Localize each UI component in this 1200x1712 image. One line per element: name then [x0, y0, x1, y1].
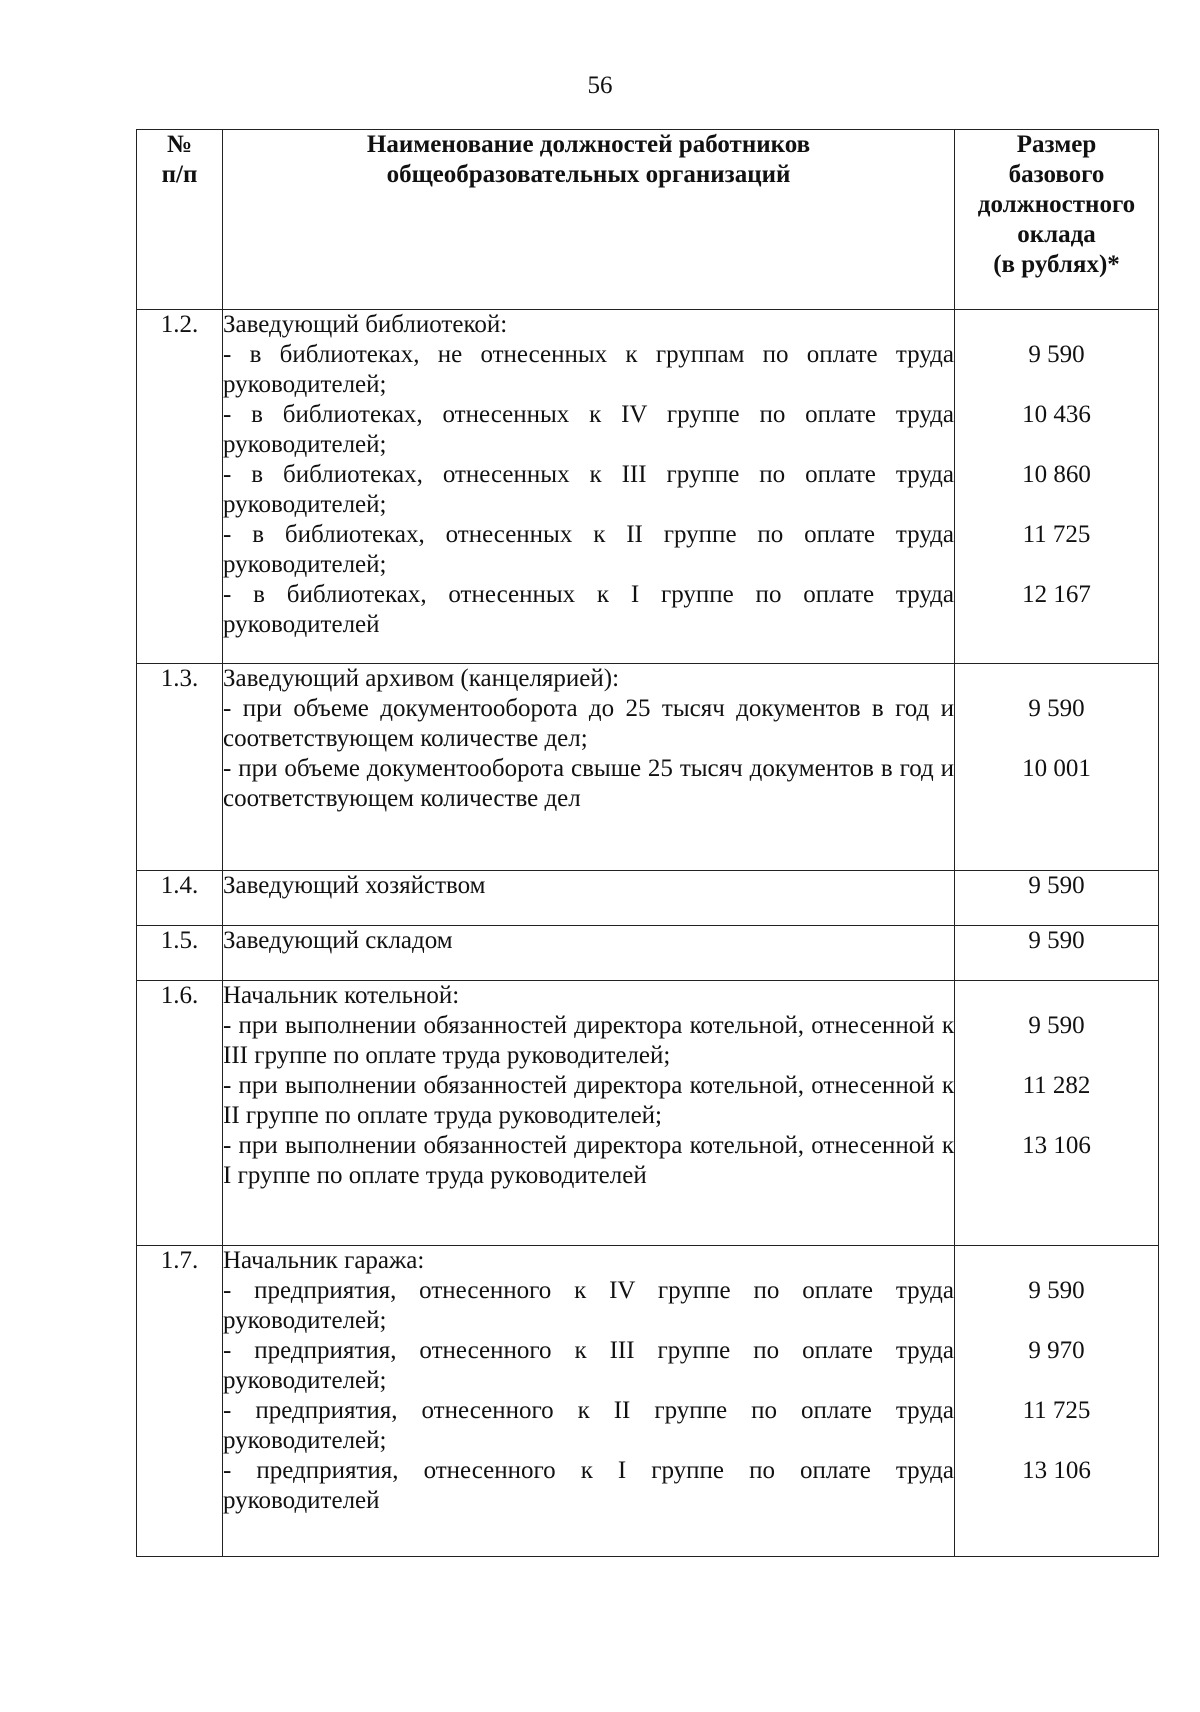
position-title: Заведующий складом [223, 927, 453, 954]
header-number-line: п/п [161, 161, 198, 188]
row-position [223, 310, 955, 664]
salary-value: 10 001 [1022, 755, 1091, 782]
position-condition: - предприятия, отнесенного к IV группе по оплате труда руководителей; [223, 1277, 954, 1334]
position-condition: - предприятия, отнесенного к III группе по оплате труда руководителей; [223, 1337, 954, 1394]
salary-value: 13 106 [1022, 1132, 1091, 1159]
row-number: 1.5. [137, 926, 223, 981]
table-header-row [137, 130, 1159, 310]
position-condition: - при объеме документооборота до 25 тысяч документов в год и соответствующем количестве дел; [223, 695, 954, 752]
salary-value: 10 860 [1022, 461, 1091, 488]
salary-value: 9 590 [1028, 1277, 1085, 1304]
header-salary-line: базового [1008, 161, 1105, 188]
salary-value: 9 970 [1028, 1337, 1085, 1364]
row-number: 1.4. [137, 871, 223, 926]
table-row [137, 926, 1159, 981]
page-number: 56 [587, 72, 613, 99]
salary-value: 9 590 [1028, 927, 1085, 954]
row-number: 1.2. [137, 310, 223, 664]
position-condition: - при объеме документооборота свыше 25 тысяч документов в год и соответствующем количестве дел [223, 755, 954, 812]
header-name-line: общеобразовательных организаций [386, 161, 791, 188]
salary-value: 11 725 [1022, 521, 1091, 548]
salary-value: 9 590 [1028, 695, 1085, 722]
row-number: 1.7. [137, 1246, 223, 1557]
header-salary-line: оклада [1017, 221, 1096, 248]
position-condition: - в библиотеках, отнесенных к IV группе по оплате труда руководителей; [223, 401, 954, 458]
salary-value: 9 590 [1028, 872, 1085, 899]
row-salary [955, 664, 1159, 871]
position-condition: - предприятия, отнесенного к I группе по оплате труда руководителей [223, 1457, 954, 1514]
row-position [223, 664, 955, 871]
salary-value: 13 106 [1022, 1457, 1091, 1484]
position-title: Заведующий архивом (канцелярией): [223, 665, 620, 692]
header-salary-line: Размер [1016, 131, 1097, 158]
header-salary [955, 130, 1159, 310]
row-position [223, 871, 955, 926]
position-condition: - при выполнении обязанностей директора котельной, отнесенной к I группе по оплате труда руководителей [223, 1132, 954, 1189]
header-number [137, 130, 223, 310]
position-title: Заведующий библиотекой: [223, 311, 508, 338]
table-row [137, 1246, 1159, 1557]
position-condition: - в библиотеках, не отнесенных к группам по оплате труда руководителей; [223, 341, 954, 398]
header-salary-line: должностного [977, 191, 1136, 218]
row-salary [955, 981, 1159, 1246]
position-condition: - в библиотеках, отнесенных к III группе по оплате труда руководителей; [223, 461, 954, 518]
row-salary [955, 926, 1159, 981]
table-row [137, 981, 1159, 1246]
salary-value: 9 590 [1028, 341, 1085, 368]
row-number: 1.3. [137, 664, 223, 871]
header-name-line: Наименование должностей работников [366, 131, 811, 158]
row-position [223, 1246, 955, 1557]
row-salary [955, 1246, 1159, 1557]
header-salary-line: (в рублях)* [993, 251, 1120, 278]
position-title: Заведующий хозяйством [223, 872, 486, 899]
position-condition: - в библиотеках, отнесенных к II группе по оплате труда руководителей; [223, 521, 954, 578]
salary-table [136, 129, 1159, 1557]
position-condition: - при выполнении обязанностей директора котельной, отнесенной к II группе по оплате труда руководителей; [223, 1072, 954, 1129]
row-position [223, 981, 955, 1246]
salary-value: 12 167 [1022, 581, 1091, 608]
row-salary [955, 310, 1159, 664]
salary-value: 10 436 [1022, 401, 1091, 428]
row-number: 1.6. [137, 981, 223, 1246]
position-condition: - предприятия, отнесенного к II группе по оплате труда руководителей; [223, 1397, 954, 1454]
header-number-line: № [166, 131, 193, 158]
salary-value: 11 282 [1022, 1072, 1091, 1099]
position-condition: - в библиотеках, отнесенных к I группе по оплате труда руководителей [223, 581, 954, 638]
salary-value: 9 590 [1028, 1012, 1085, 1039]
position-condition: - при выполнении обязанностей директора котельной, отнесенной к III группе по оплате труда руководителей; [223, 1012, 954, 1069]
table-row [137, 871, 1159, 926]
row-salary [955, 871, 1159, 926]
salary-value: 11 725 [1022, 1397, 1091, 1424]
row-position [223, 926, 955, 981]
position-title: Начальник котельной: [223, 982, 460, 1009]
table-row [137, 664, 1159, 871]
position-title: Начальник гаража: [223, 1247, 425, 1274]
header-position-name [223, 130, 955, 310]
table-row [137, 310, 1159, 664]
